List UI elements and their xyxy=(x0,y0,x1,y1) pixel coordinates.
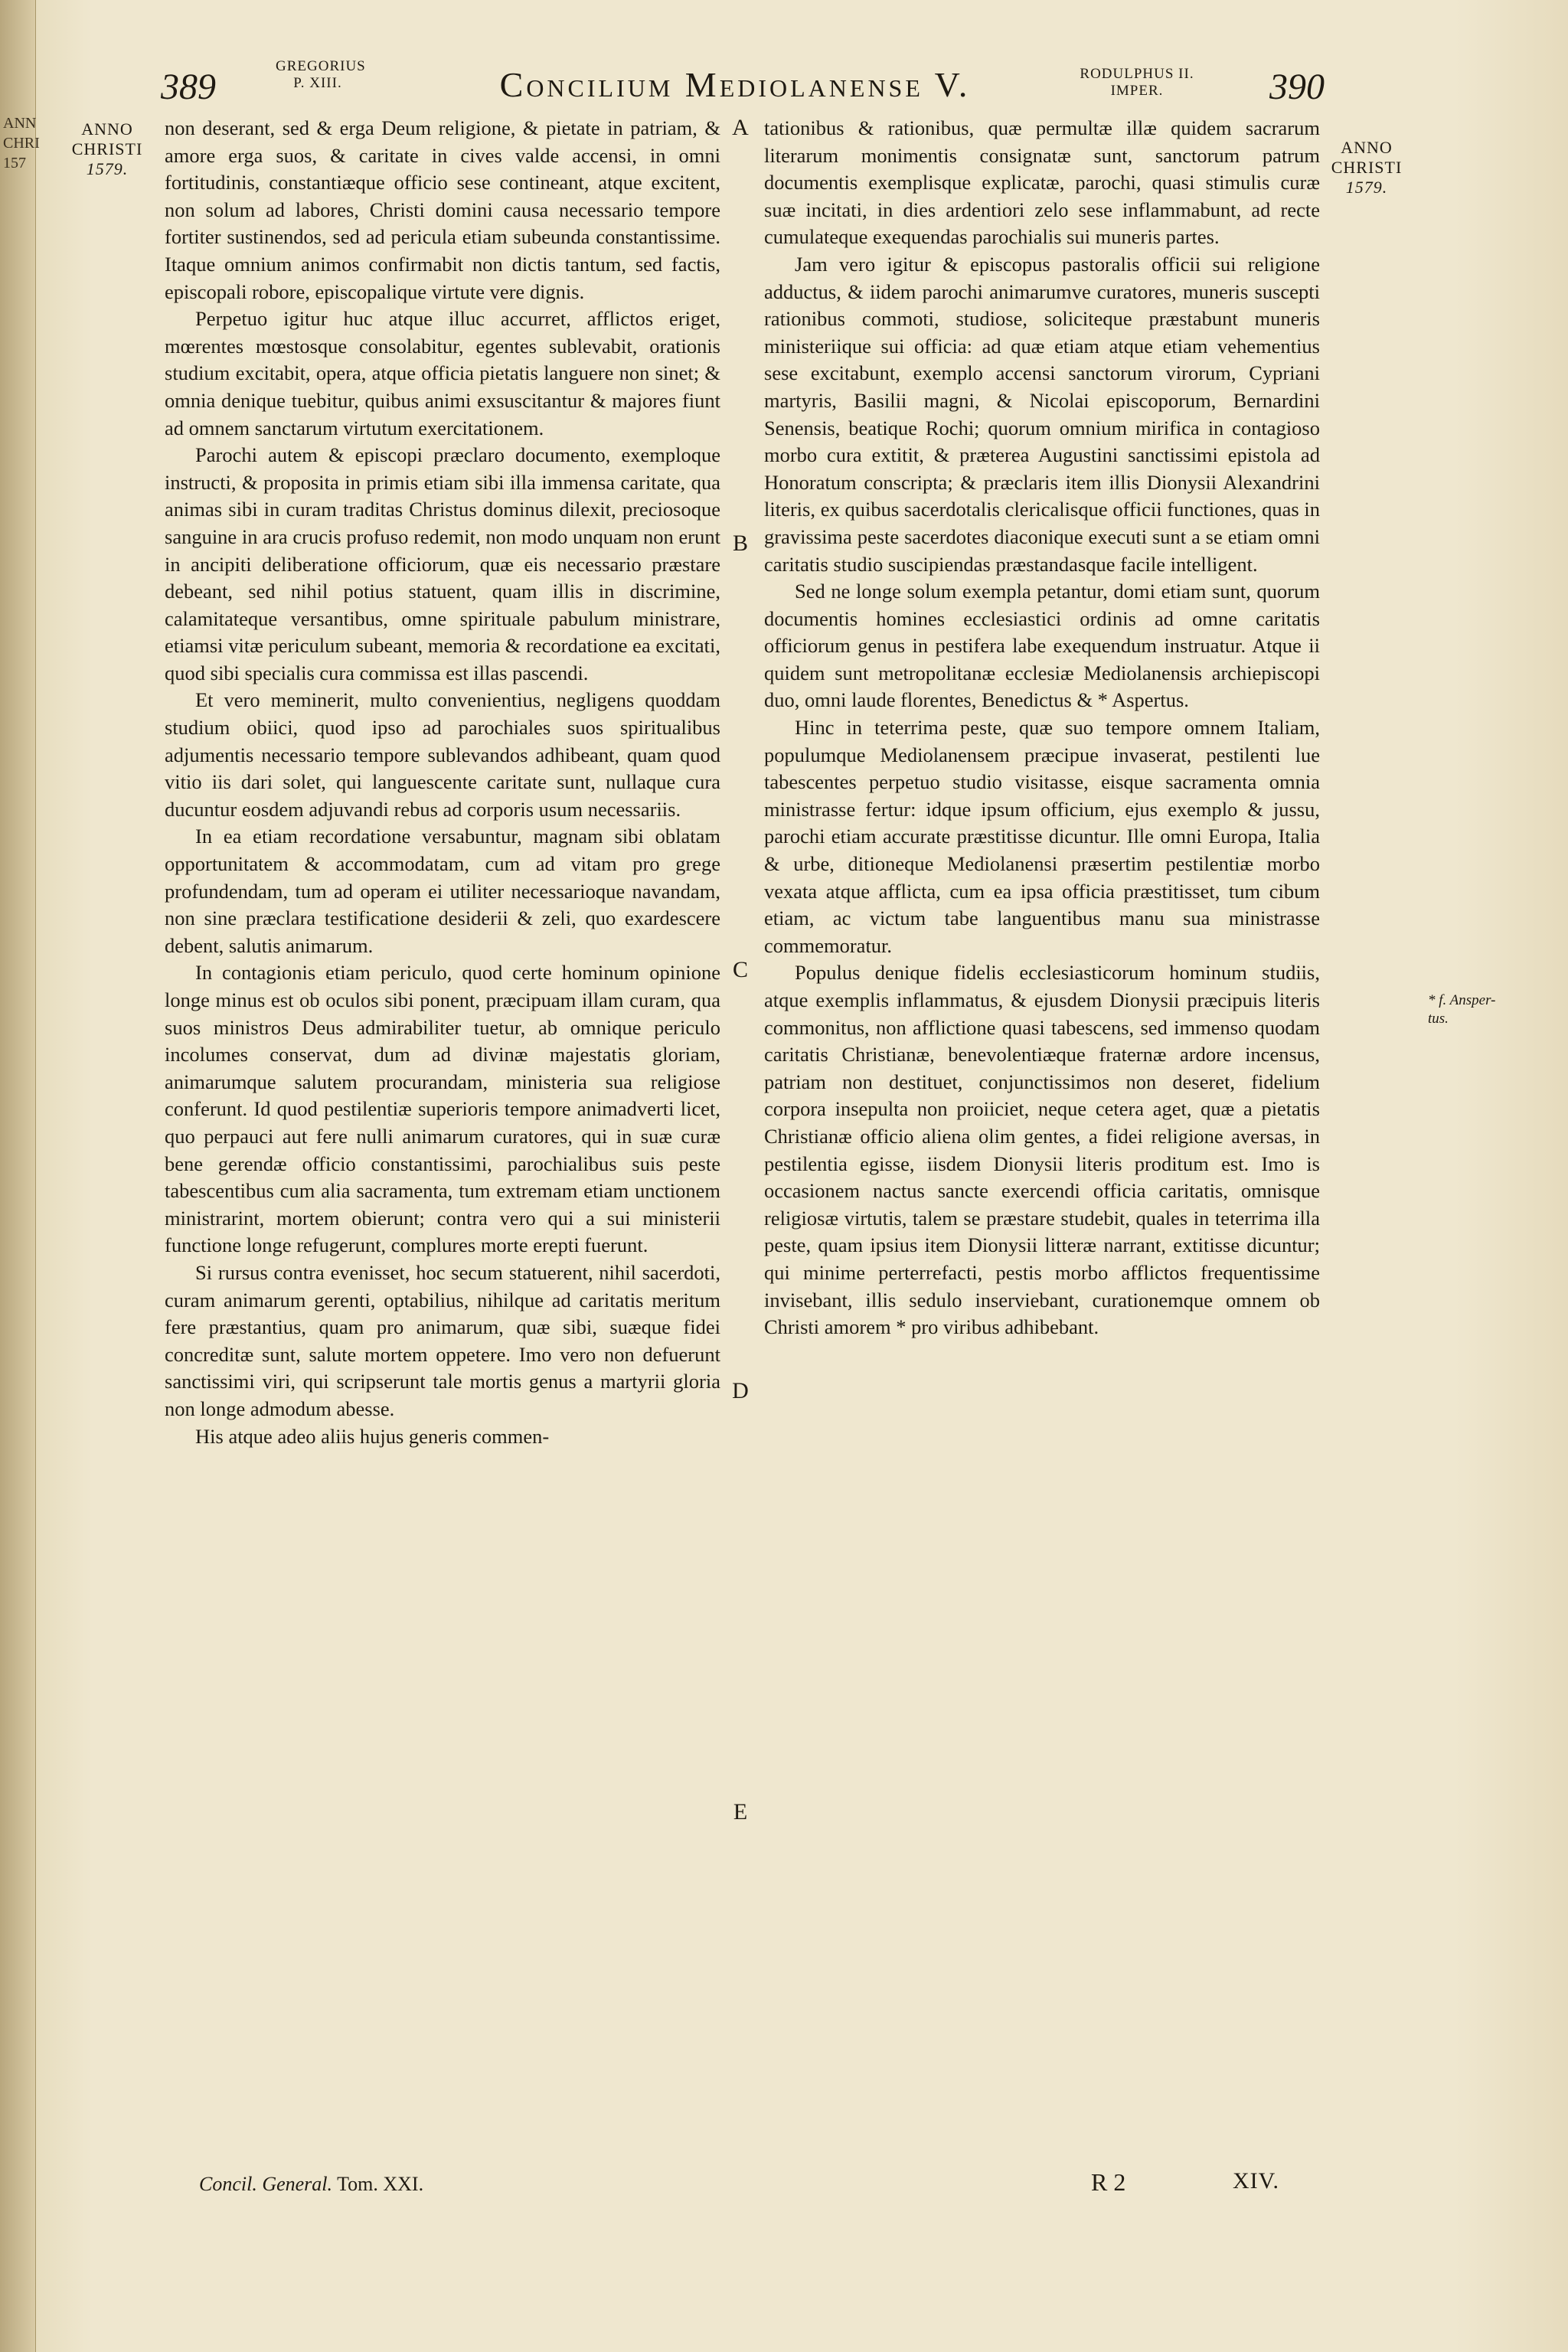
section-marker: C xyxy=(732,957,748,982)
anno-year: 1579. xyxy=(86,159,129,178)
adjacent-page-text: ANN xyxy=(3,115,37,132)
gathering-number: XIV. xyxy=(1233,2168,1279,2194)
adjacent-page-edge xyxy=(0,0,40,2352)
paragraph: Si rursus contra evenisset, hoc secum statuerent, nihil sacerdoti, curam animarum gerenti, optabilius, nihilque ad caritatis meritum fere præstantius, quam pro animarum, quæ sibi, suæque fidei concreditæ sunt, salute mortem oppetere. Imo vero non defuerunt sanctissimi viri, qui scripserunt tale mortis genus a martyrii gloria non longe admodum abesse. xyxy=(165,1260,720,1420)
page-number-right: 390 xyxy=(1269,67,1325,107)
running-title: Concilium Mediolanense V. xyxy=(499,65,971,104)
emperor-heading xyxy=(1049,66,1225,100)
pontiff-title: P. XIII. xyxy=(293,75,342,91)
adjacent-page-text: CHRI xyxy=(3,135,40,152)
emperor-name: RODULPHUS II. xyxy=(1080,66,1194,82)
left-text-column xyxy=(165,115,720,1450)
page-number-left: 389 xyxy=(161,67,216,107)
emperor-title: IMPER. xyxy=(1110,83,1164,99)
section-marker: B xyxy=(732,531,748,556)
pontiff-name: GREGORIUS xyxy=(276,58,366,74)
anno-year: 1579. xyxy=(1345,178,1388,197)
anno-christi-right xyxy=(1313,138,1420,198)
paragraph: His atque adeo aliis hujus generis commen- xyxy=(195,1424,550,1448)
right-text-column xyxy=(764,115,1320,1341)
paragraph: Jam vero igitur & episcopus pastoralis officii sui religione adductus, & iidem parochi animarumve curatores, muneris suscepti rationibus commoti, studiose, soliciteque præstabunt muneris ministeriique sui officia: ad quæ etiam atque etiam vehementius sese excitabunt, exemplo accensi sanctorum virorum, Cypriani martyris, Basilii magni, & Nicolai episcoporum, Bernardini Senensis, beatique Rochi; quorum omnium mirifica in contagioso morbo cura extitit, & præterea Augustini sanctissimi epistola ad Honoratum conscripta; & præclaris item illis Dionysii Alexandrini literis, ex quibus sacerdotalis clericalisque officii functiones, quas in gravissima peste sacerdotes diaconique executi sunt a se etiam omni caritatis studio suscipiendas præstandasque facile intelligent. xyxy=(764,252,1320,576)
footer-volume: Tom. XXI. xyxy=(337,2173,424,2195)
paragraph: Perpetuo igitur huc atque illuc accurret, afflictos eriget, mœrentes mœstosque consolabitur, egentes sublevabit, orationis studium excitabit, opera, atque officia pietatis languere non sinet; & omnia denique tuebitur, quibus animi exsuscitantur & majores fiunt ad omnem sanctarum virtutum exercitationem. xyxy=(165,307,720,439)
paragraph: Sed ne longe solum exempla petantur, domi etiam sunt, quorum documentis homines ecclesiastici ordinis ad omne caritatis officiorum genus in pestifera labe exequendum instruatur. Atque ii quidem sunt metropolitanæ ecclesiæ Mediolanensis archiepiscopi duo, omni laude florentes, Benedictus & * Aspertus. xyxy=(764,580,1320,712)
pontiff-heading xyxy=(276,58,366,92)
paragraph: tationibus & rationibus, quæ permultæ illæ quidem sacrarum literarum monimentis consignatæ sunt, sanctorum patrum documentis exemplisque explicatæ, parochi, quasi stimulis curæ suæ incitati, in dies ardentiori zelo sese inflammabunt, ad recte cumulateque exequendas parochialis sui muneris partes. xyxy=(764,116,1320,249)
running-header xyxy=(161,54,1325,115)
footer-source: Concil. General. xyxy=(199,2173,333,2195)
paragraph: In ea etiam recordatione versabuntur, magnam sibi oblatam opportunitatem & accommodatam, cum ad vitam pro grege profundendam, tum ad operam ei utiliter necessarioque navandam, non sine præclara testificatione desiderii & zeli, quo exardescere debent, salutis animarum. xyxy=(165,825,720,957)
anno-label: ANNO xyxy=(1341,138,1393,157)
anno-label: ANNO xyxy=(81,119,133,139)
section-marker: D xyxy=(732,1378,749,1403)
paragraph: Parochi autem & episcopi præclaro documento, exemploque instructi, & proposita in primis etiam sibi illa immensa caritate, qua animas sibi in curam traditas Christus dominus dilexit, preciosoque sanguine in ara crucis profuso redemit, non modo unquam non erunt in ancipiti deliberatione officiorum, quæ eis necessario præstare debeant, sed nihil potius statuent, quam illis in discrimine, calamitateque versantibus, omne spirituale pabulum ministrare, etiamsi vitæ periculum subeant, memoria & recordatione ea excitati, quod sibi specialis cura commissa est illas pascendi. xyxy=(165,443,720,684)
christi-label: CHRISTI xyxy=(71,139,143,158)
paragraph: non deserant, sed & erga Deum religione, & pietate in patriam, & amore erga suos, & caritate in cives valde accensi, in omni fortitudinis, constantiæque officio sese contineant, atque excitent, non solum ad labores, Christi domini causa necessario tempore fortiter sustinendos, sed ad pericula etiam subeunda constantissime. Itaque omnium animos confirmabit non dictis tantum, sed factis, episcopali robore, episcopalique virtute vere dignis. xyxy=(165,116,720,303)
footer-citation xyxy=(199,2173,423,2196)
paragraph: In contagionis etiam periculo, quod certe hominum opinione longe minus est ob oculos sibi ponent, præcipuam illam curam, qua suos ministros Deus admirabiliter tuetur, ab omnique periculo incolumes conservat, dum ad divinæ majestatis gloriam, animarumque salutem procurandam, ministeria sua religiose conferunt. Id quod pestilentiæ superioris tempore animadverti licet, quo perpauci aut fere nulli animarum curatores, qui in suæ curæ bene gerendæ officio constantissimi, parochialibus suis peste tabescentibus cum alia sacramenta, tum extremam etiam unctionem ministrarint, mortem obierunt; contra vero qui a sui ministerii functione longe refugerunt, complures morte erepti fuerunt. xyxy=(165,961,720,1257)
margin-note: * f. Ansper-tus. xyxy=(1428,992,1496,1027)
christi-label: CHRISTI xyxy=(1331,158,1403,177)
paragraph: Populus denique fidelis ecclesiasticorum hominum studiis, atque exemplis inflammatus, & ejusdem Dionysii præcipuis literis commonitus, non afflictione quasi tabescens, sed immenso quodam caritatis Christianæ, benevolentiæque fraternæ ardore incensus, patriam non destituet, conjunctissimos non deseret, fidelium corpora insepulta non proiiciet, neque cetera aget, quæ a pietatis Christianæ officio aliena olim gentes, a fidei religione aversas, in pestilentia egisse, iisdem Dionysii literis proditum est. Imo is occasionem nactus sancte exercendi officia caritatis, omnisque religiosæ virtutis, talem se præstare studebit, quales in teterrima illa peste, quam ipsius item Dionysii litteræ narrant, extitisse dicuntur; qui minime perterrefacti, pestis morbo afflictos frequentissime invisebant, illis sedulo inserviebant, curationemque omnem ob Christi amorem * pro viribus adhibebant. xyxy=(764,961,1320,1339)
paragraph: Hinc in teterrima peste, quæ suo tempore omnem Italiam, populumque Mediolanensem præcipue invaserat, pestilenti lue tabescentes perpetuo studio visitasse, eisque sacramenta omnia ministrasse fertur: idque ipsum officium, ejus exemplo & jussu, parochi etiam accurate præstitisse dicuntur. Ille omni Europa, Italia & urbe, ditioneque Mediolanensi præsertim pestilentiæ morbo vexata atque afflicta, cum ea ipsa officia præstitisset, tum cibum etiam, ac victum tabe languentibus manu sua ministrasse commemoratur. xyxy=(764,716,1320,957)
paragraph: Et vero meminerit, multo convenientius, negligens quoddam studium obiici, quod ipso ad parochiales suos spiritualibus adjumentis necessario tempore sublevandos adhibeant, quam quod vitio iis dari solet, qui languescente caritate sunt, nullaque cura ducuntur eosdem adjuvandi rebus ad corporis usum necessariis. xyxy=(165,688,720,821)
signature-mark: R 2 xyxy=(1091,2168,1126,2196)
section-marker: E xyxy=(733,1799,748,1824)
anno-christi-left xyxy=(54,119,161,179)
adjacent-page-text: 157 xyxy=(3,155,26,172)
section-marker: A xyxy=(732,115,749,140)
